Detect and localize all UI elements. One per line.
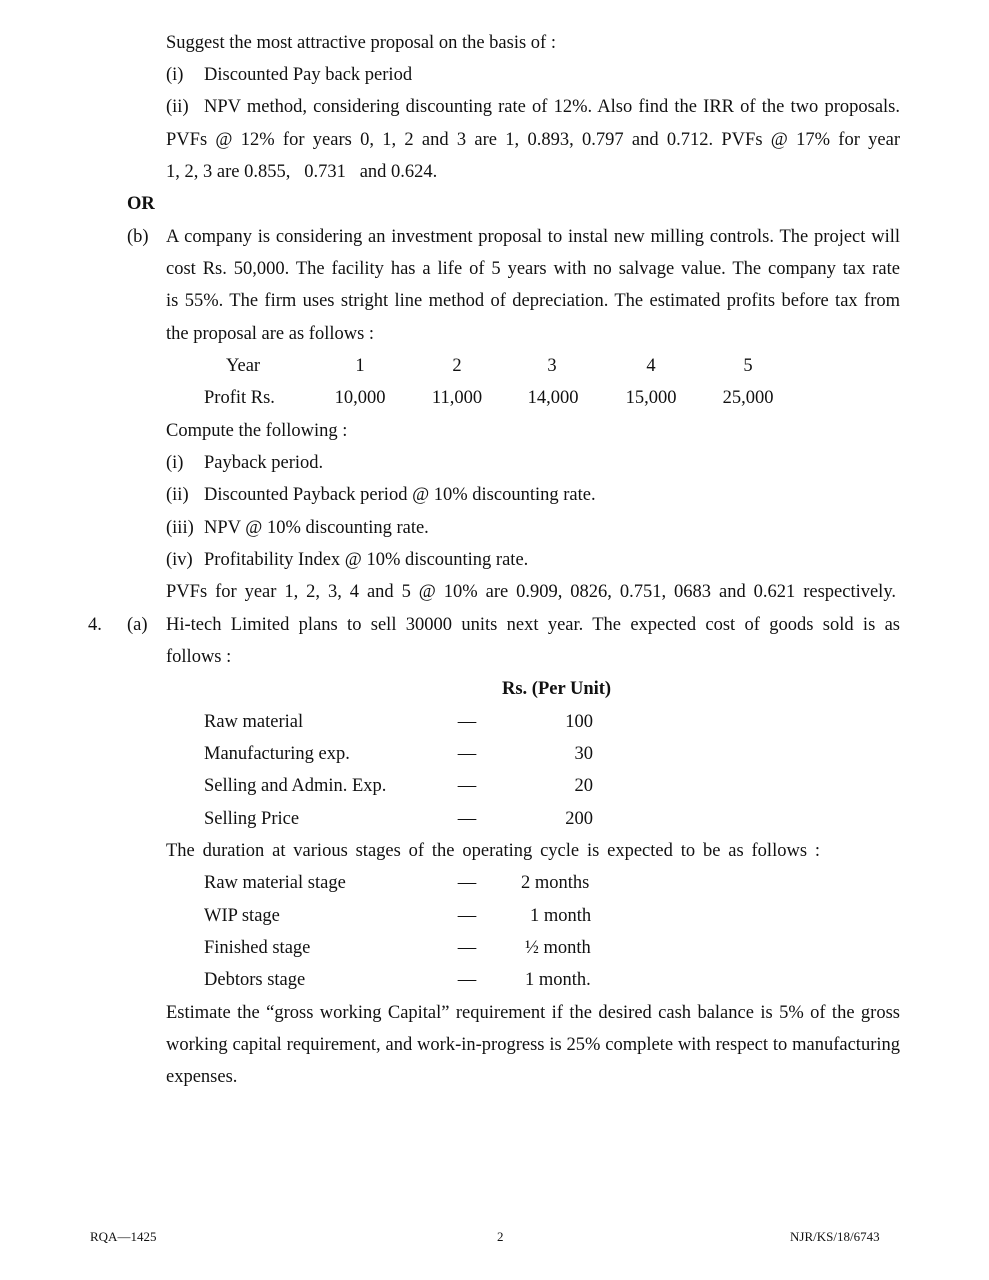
item-text: Discounted Pay back period (204, 65, 413, 85)
part-label: (b) (127, 227, 149, 247)
text-line: Suggest the most attractive proposal on the basis of : (166, 33, 556, 53)
dash: — (457, 776, 477, 796)
stage-label: Raw material stage (204, 873, 346, 893)
stage-value: 2 months (521, 873, 590, 893)
profit-cell: 11,000 (431, 388, 483, 408)
text-line: Hi-tech Limited plans to sell 30000 units next year. The expected cost of goods sold is as (166, 615, 900, 635)
year-cell: 1 (355, 356, 365, 376)
stage-value: 1 month (530, 906, 592, 926)
dash: — (457, 809, 477, 829)
cost-label: Selling Price (204, 809, 300, 829)
item-text: Discounted Payback period @ 10% discounting rate. (204, 485, 596, 505)
year-cell: 4 (646, 356, 656, 376)
text-line: Estimate the “gross working Capital” requirement if the desired cash balance is 5% of the gross (166, 1003, 900, 1023)
or-label: OR (127, 194, 155, 214)
row-label-profit: Profit Rs. (204, 388, 275, 408)
text-line: working capital requirement, and work-in-progress is 25% complete with respect to manufacturing (166, 1035, 900, 1055)
cost-value: 200 (565, 809, 593, 829)
dash: — (457, 970, 477, 990)
profit-cell: 15,000 (625, 388, 677, 408)
profit-cell: 25,000 (722, 388, 774, 408)
stage-value: 1 month. (525, 970, 591, 990)
text-line: PVFs @ 12% for years 0, 1, 2 and 3 are 1, 0.893, 0.797 and 0.712. PVFs @ 17% for year (166, 130, 900, 150)
text-line: is 55%. The firm uses stright line method of depreciation. The estimated profits before tax from (166, 291, 900, 311)
year-cell: 5 (743, 356, 753, 376)
text-line: PVFs for year 1, 2, 3, 4 and 5 @ 10% are 0.909, 0826, 0.751, 0683 and 0.621 respectively. (166, 582, 896, 602)
cost-value: 30 (574, 744, 593, 764)
page-number: 2 (497, 1229, 504, 1244)
item-number: (i) (166, 65, 184, 85)
cost-table-header: Rs. (Per Unit) (502, 679, 612, 699)
profit-cell: 10,000 (334, 388, 386, 408)
item-text: NPV method, considering discounting rate of 12%. Also find the IRR of the two proposals. (204, 97, 900, 117)
item-number: (iv) (166, 550, 193, 570)
item-text: Payback period. (204, 453, 324, 473)
profit-cell: 14,000 (527, 388, 579, 408)
text-line: A company is considering an investment proposal to instal new milling controls. The project will (166, 227, 900, 247)
stage-label: WIP stage (204, 906, 280, 926)
text-line: expenses. (166, 1067, 238, 1087)
text-line: cost Rs. 50,000. The facility has a life of 5 years with no salvage value. The company tax rate (166, 259, 900, 279)
cost-label: Manufacturing exp. (204, 744, 350, 764)
dash: — (457, 712, 477, 732)
year-cell: 2 (452, 356, 462, 376)
footer-code-left: RQA—1425 (90, 1229, 157, 1244)
item-text: NPV @ 10% discounting rate. (204, 518, 429, 538)
text-line: The duration at various stages of the operating cycle is expected to be as follows : (166, 841, 820, 861)
stage-value: ½ month (525, 938, 591, 958)
stage-label: Debtors stage (204, 970, 306, 990)
stage-label: Finished stage (204, 938, 311, 958)
dash: — (457, 906, 477, 926)
item-text: Profitability Index @ 10% discounting rate. (204, 550, 529, 570)
cost-value: 100 (565, 712, 593, 732)
dash: — (457, 873, 477, 893)
dash: — (457, 938, 477, 958)
text-line: follows : (166, 647, 232, 667)
cost-label: Selling and Admin. Exp. (204, 776, 387, 796)
part-label: (a) (127, 615, 148, 635)
dash: — (457, 744, 477, 764)
footer-code-right: NJR/KS/18/6743 (790, 1229, 880, 1244)
cost-label: Raw material (204, 712, 304, 732)
year-cell: 3 (547, 356, 557, 376)
item-number: (i) (166, 453, 184, 473)
text-line: the proposal are as follows : (166, 324, 375, 344)
cost-value: 20 (574, 776, 593, 796)
item-number: (ii) (166, 97, 189, 117)
question-number: 4. (88, 615, 102, 635)
text-line: Compute the following : (166, 421, 348, 441)
row-label-year: Year (226, 356, 261, 376)
text-line: 1, 2, 3 are 0.855, 0.731 and 0.624. (166, 162, 438, 182)
item-number: (ii) (166, 485, 189, 505)
item-number: (iii) (166, 518, 194, 538)
